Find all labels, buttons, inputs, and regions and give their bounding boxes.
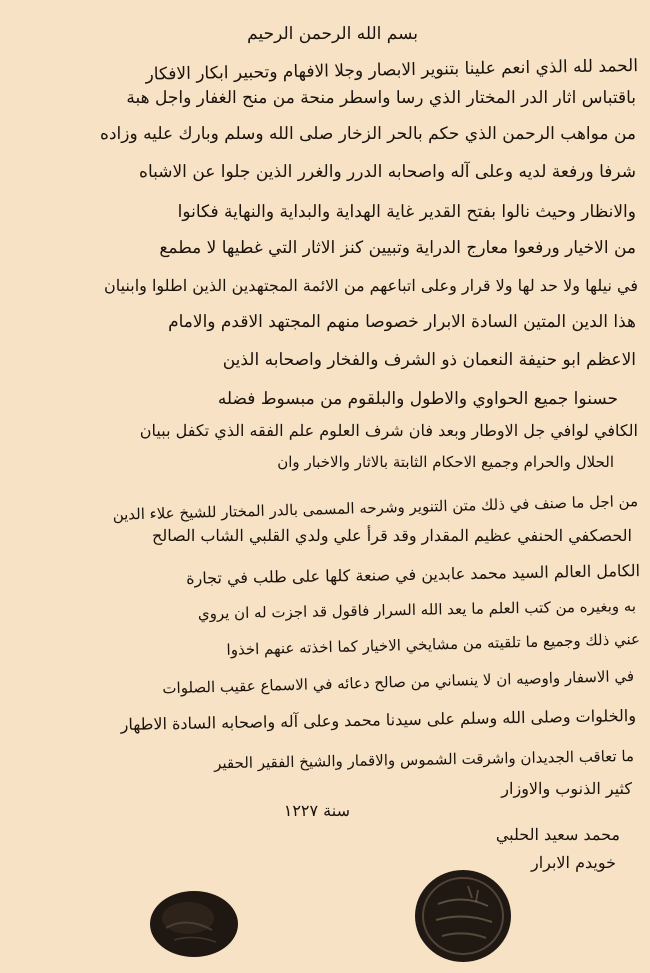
text-line-7: في نيلها ولا حد لها ولا قرار وعلى اتباعهم من الائمة المجتهدين الذين اطلوا وابنيان: [103, 276, 638, 295]
text-line-9: الاعظم ابو حنيفة النعمان ذو الشرف والفخار واصحابه الذين: [222, 350, 636, 370]
text-line-14: الحصكفي الحنفي عظيم المقدار وقد قرأ علي ولدي القلبي الشاب الصالح: [151, 526, 632, 545]
ink-seal-right: [410, 864, 516, 968]
text-line-4: شرفا ورفعة لديه وعلى آله واصحابه الدرر والغرر الذين جلوا عن الاشباه: [139, 162, 636, 182]
text-line-15: الكامل العالم السيد محمد عابدين في صنعة كلها على طلب في تجارة: [185, 561, 641, 588]
text-line-1: الحمد لله الذي انعم علينا بتنوير الابصار وجلا الافهام وتحبير ابكار الافكار: [145, 56, 639, 85]
text-line-6: من الاخيار ورفعوا معارج الدراية وتبيين كنز الاثار التي غطيها لا مطمع: [159, 238, 636, 258]
signature-line-2: محمد سعيد الحلبي: [495, 825, 620, 844]
text-line-16: به وبغيره من كتب العلم ما يعد الله السرار فاقول قد اجزت له ان يروي: [197, 597, 637, 623]
text-line-11: الكافي لوافي جل الاوطار وبعد فان شرف العلوم علم الفقه الذي تكفل ببيان: [139, 421, 638, 440]
signature-line-1: كثير الذنوب والاوزار: [501, 779, 632, 798]
text-line-13: من اجل ما صنف في ذلك متن التنوير وشرحه المسمى بالدر المختار للشيخ علاء الدين: [112, 492, 639, 524]
text-line-8: هذا الدين المتين السادة الابرار خصوصا منهم المجتهد الاقدم والامام: [168, 312, 636, 332]
text-line-12: الحلال والحرام وجميع الاحكام الثابتة بالاثار والاخبار وان: [277, 453, 614, 471]
text-line-10: حسنوا جميع الحواوي والاطول والبلقوم من مبسوط فضله: [217, 389, 618, 409]
text-line-18: في الاسفار واوصيه ان لا ينساني من صالح دعائه في الاسماع عقيب الصلوات: [162, 667, 635, 698]
text-line-3: من مواهب الرحمن الذي حكم بالحر الزخار صلى الله وسلم وبارك عليه وزاده: [100, 124, 636, 144]
text-line-2: باقتباس اثار الدر المختار الذي رسا واسطر منحة من منح الغفار واجل هبة: [126, 88, 636, 108]
text-line-20: ما تعاقب الجديدان واشرقت الشموس والاقمار والشيخ الفقير الحقير: [214, 747, 635, 773]
text-line-19: والخلوات وصلى الله وسلم على سيدنا محمد وعلى آله واصحابه السادة الاطهار: [120, 706, 637, 734]
date-note: سنة ١٢٢٧: [283, 801, 350, 820]
ink-seal-left: [146, 888, 242, 960]
basmala-heading: بسم الله الرحمن الرحيم: [247, 24, 418, 44]
text-line-17: عني ذلك وجميع ما تلقيته من مشايخي الاخيار كما اخذته عنهم اخذوا: [226, 630, 641, 659]
text-line-5: والانظار وحيث نالوا بفتح القدير غاية الهداية والبداية والنهاية فكانوا: [177, 202, 636, 222]
signature-line-3: خويدم الابرار: [530, 853, 616, 872]
